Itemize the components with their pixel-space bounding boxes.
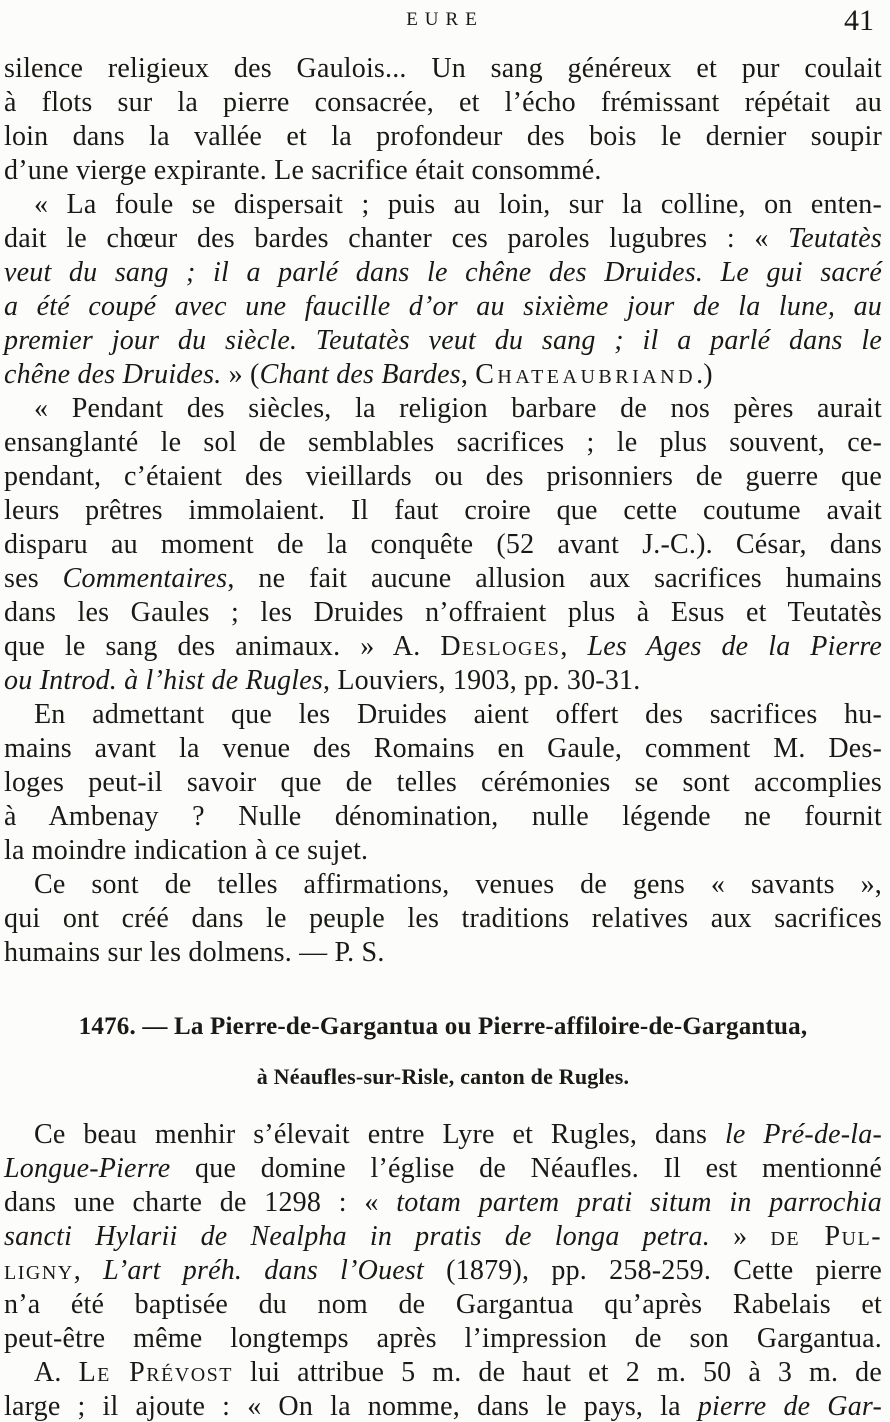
text-run: A. xyxy=(34,1357,79,1388)
text-line xyxy=(4,1152,882,1186)
text-line xyxy=(4,1118,882,1152)
text-line xyxy=(4,528,882,562)
text-run: chêne des Druides. xyxy=(4,359,222,390)
section-heading xyxy=(4,1010,882,1094)
page-header xyxy=(0,4,890,44)
text-line xyxy=(4,222,882,256)
text-line xyxy=(4,460,882,494)
text-line xyxy=(4,426,882,460)
text-run: Le Prévost xyxy=(78,1357,234,1388)
text-run: En admettant que les Druides aient offert des sacrifices hu- xyxy=(34,699,882,730)
paragraph xyxy=(4,52,882,188)
text-run: a été coupé avec une faucille d’or au sixième jour de la lune, au xyxy=(4,291,882,322)
paragraph xyxy=(4,698,882,868)
text-line xyxy=(4,256,882,290)
text-line xyxy=(4,324,882,358)
text-run: dait le chœur des bardes chanter ces paroles lugubres : « xyxy=(4,223,789,254)
text-line xyxy=(4,392,882,426)
text-run: leurs prêtres immolaient. Il faut croire que cette coutume avait xyxy=(4,495,882,526)
text-run: à flots sur la pierre consacrée, et l’écho frémissant répétait au xyxy=(4,87,882,118)
text-line xyxy=(4,834,882,868)
text-run: sancti Hylarii de Nealpha in pratis de longa petra. xyxy=(4,1221,710,1252)
text-run: « La foule se dispersait ; puis au loin, sur la colline, on enten- xyxy=(34,189,882,220)
paragraph xyxy=(4,1118,882,1356)
text-line xyxy=(4,664,882,698)
text-line xyxy=(4,868,882,902)
text-run: disparu au moment de la conquête (52 avant J.-C.). César, dans xyxy=(4,529,882,560)
text-run: (1879), pp. 258-259. Cette pierre xyxy=(424,1255,882,1286)
text-line xyxy=(4,1356,882,1390)
text-run: qui ont créé dans le peuple les traditions relatives aux sacrifices xyxy=(4,903,882,934)
text-line xyxy=(4,290,882,324)
page-body xyxy=(4,52,882,1422)
text-run: loin dans la vallée et la profondeur des bois le dernier soupir xyxy=(4,121,882,152)
paragraph xyxy=(4,392,882,698)
text-line xyxy=(4,86,882,120)
text-line xyxy=(4,154,882,188)
text-line xyxy=(4,902,882,936)
text-run: .) xyxy=(696,359,713,390)
text-run: la moindre indication à ce sujet. xyxy=(4,835,369,866)
paragraph xyxy=(4,1356,882,1422)
text-line xyxy=(4,800,882,834)
text-run: , xyxy=(73,1255,104,1286)
paragraph xyxy=(4,868,882,970)
text-run: Chateaubriand xyxy=(475,359,697,390)
text-run: , ne fait aucune allusion aux sacrifices humains xyxy=(227,563,882,594)
text-line xyxy=(4,596,882,630)
text-run: premier jour du siècle. Teutatès veut du sang ; il a parlé dans le xyxy=(4,325,882,356)
text-line xyxy=(4,562,882,596)
text-run: Teutatès xyxy=(788,223,882,254)
text-run: à Néaufles-sur-Risle, canton de Rugles. xyxy=(256,1064,630,1089)
text-run: , xyxy=(560,631,588,662)
running-title: EURE xyxy=(406,9,484,30)
text-line xyxy=(4,52,882,86)
text-line xyxy=(4,1322,882,1356)
text-run: le Pré-de-la- xyxy=(724,1119,883,1150)
text-run: d’une vierge expirante. Le sacrifice était consommé. xyxy=(4,155,602,186)
text-run: silence religieux des Gaulois... Un sang généreux et pur coulait xyxy=(4,53,882,84)
text-run: ensanglanté le sol de semblables sacrifices ; le plus souvent, ce- xyxy=(4,427,882,458)
text-run: humains sur les dolmens. — P. S. xyxy=(4,937,385,968)
text-run: » ( xyxy=(221,359,260,390)
text-run: à Ambenay ? Nulle dénomination, nulle légende ne fournit xyxy=(4,801,882,832)
text-run: , Louviers, 1903, pp. 30-31. xyxy=(322,665,641,696)
text-run: totam partem prati situm in parrochia xyxy=(396,1187,883,1218)
text-run: Longue-Pierre xyxy=(4,1153,171,1184)
text-run: Les Ages de la Pierre xyxy=(587,631,882,662)
text-run: loges peut-il savoir que de telles cérémonies se sont accomplies xyxy=(4,767,882,798)
text-run: pierre de Gar- xyxy=(697,1391,882,1422)
text-run: ou Introd. à l’hist de Rugles xyxy=(4,665,323,696)
text-line xyxy=(4,358,882,392)
text-run: lui attribue 5 m. de haut et 2 m. 50 à 3 m. de xyxy=(233,1357,882,1388)
text-run: pendant, c’étaient des vieillards ou des prisonniers de guerre que xyxy=(4,461,882,492)
text-run: veut du sang ; il a parlé dans le chêne des Druides. Le gui sacré xyxy=(4,257,882,288)
text-run: Ce sont de telles affirmations, venues de gens « savants », xyxy=(34,869,882,900)
text-line xyxy=(4,630,882,664)
text-run: 1476. — La Pierre-de-Gargantua ou Pierre-affiloire-de-Gargantua, xyxy=(78,1013,808,1040)
text-run: mains avant la venue des Romains en Gaule, comment M. Des- xyxy=(4,733,882,764)
text-run: ligny xyxy=(4,1255,74,1286)
heading-line xyxy=(4,1060,882,1094)
text-line xyxy=(4,1186,882,1220)
text-run: large ; il ajoute : « On la nomme, dans le pays, la xyxy=(4,1391,698,1422)
text-line xyxy=(4,1254,882,1288)
text-run: que domine l’église de Néaufles. Il est mentionné xyxy=(170,1153,882,1184)
text-line xyxy=(4,188,882,222)
text-run: peut-être même longtemps après l’impression de son Gargantua. xyxy=(4,1323,882,1354)
paragraph xyxy=(4,188,882,392)
text-run: de Pul- xyxy=(770,1221,883,1252)
text-run: Ce beau menhir s’élevait entre Lyre et Rugles, dans xyxy=(34,1119,725,1150)
text-line xyxy=(4,732,882,766)
text-run: dans les Gaules ; les Druides n’offraient plus à Esus et Teutatès xyxy=(4,597,882,628)
text-run: que le sang des animaux. » A. xyxy=(4,631,441,662)
text-line xyxy=(4,494,882,528)
text-run: Desloges xyxy=(440,631,561,662)
heading-line xyxy=(4,1010,882,1044)
text-run: , xyxy=(460,359,476,390)
text-run: L’art préh. dans l’Ouest xyxy=(103,1255,424,1286)
text-line xyxy=(4,936,882,970)
text-line xyxy=(4,1220,882,1254)
text-run: dans une charte de 1298 : « xyxy=(4,1187,397,1218)
page-number: 41 xyxy=(844,4,874,37)
text-run: Chant des Bardes xyxy=(259,359,461,390)
text-line xyxy=(4,698,882,732)
text-run: » xyxy=(709,1221,771,1252)
text-run: « Pendant des siècles, la religion barbare de nos pères aurait xyxy=(34,393,882,424)
text-line xyxy=(4,1288,882,1322)
text-run: ses xyxy=(4,563,63,594)
text-line xyxy=(4,120,882,154)
text-run: Commentaires xyxy=(62,563,228,594)
text-line xyxy=(4,1390,882,1422)
text-run: n’a été baptisée du nom de Gargantua qu’après Rabelais et xyxy=(4,1289,882,1320)
text-line xyxy=(4,766,882,800)
